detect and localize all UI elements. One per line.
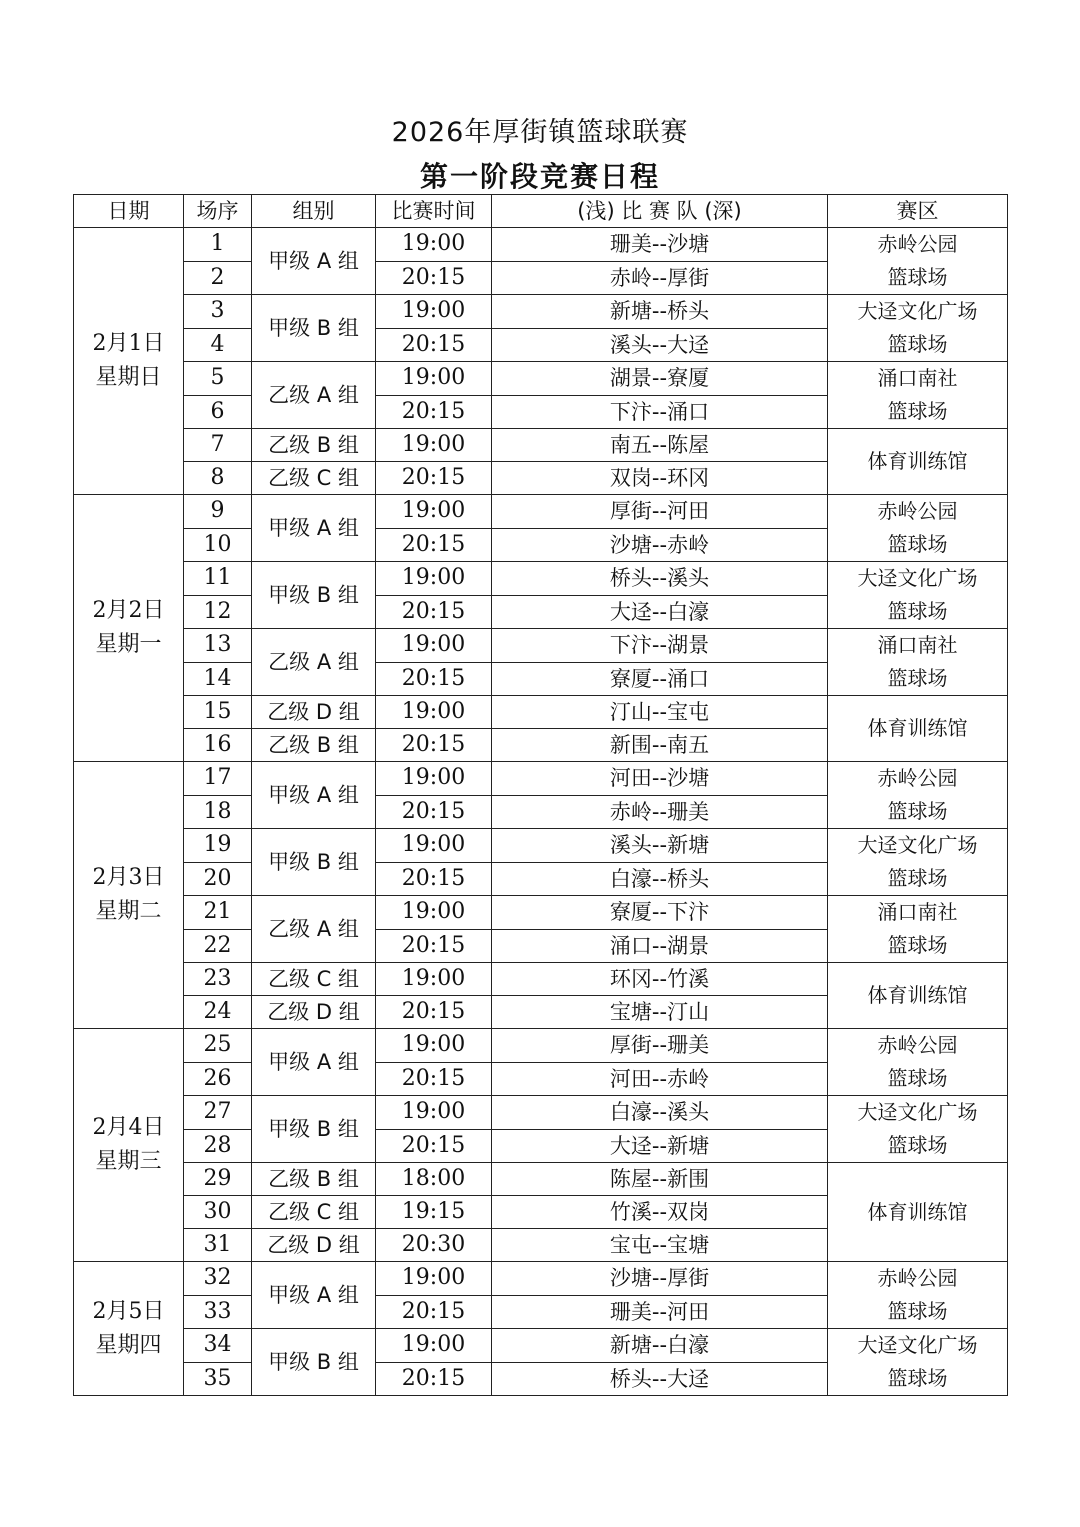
time-cell: 19:00 (376, 629, 492, 663)
match-no-cell: 10 (184, 528, 252, 562)
teams-cell: 下汴--湖景 (492, 629, 828, 663)
group-cell: 甲级 A 组 (252, 1029, 376, 1096)
group-cell: 乙级 B 组 (252, 729, 376, 762)
date-label: 2月1日 (92, 331, 165, 356)
venue-line: 篮球场 (887, 1133, 948, 1157)
teams-cell: 赤岭--珊美 (492, 795, 828, 829)
venue-line: 篮球场 (887, 599, 948, 623)
header-match-no: 场序 (184, 195, 252, 228)
group-cell: 乙级 A 组 (252, 896, 376, 963)
date-cell (74, 762, 184, 1029)
venue-cell (828, 1029, 1008, 1096)
teams-cell: 南五--陈屋 (492, 429, 828, 462)
header-time: 比赛时间 (376, 195, 492, 228)
match-no-cell: 24 (184, 996, 252, 1029)
teams-cell: 赤岭--厚街 (492, 261, 828, 295)
time-cell: 20:15 (376, 261, 492, 295)
table-row (74, 362, 1008, 396)
venue-line: 篮球场 (887, 265, 948, 289)
match-no-cell: 17 (184, 762, 252, 796)
page-title: 2026年厚街镇篮球联赛 (391, 117, 689, 148)
match-no-cell: 27 (184, 1096, 252, 1130)
date-label: 2月3日 (92, 865, 165, 890)
venue-cell (828, 495, 1008, 562)
teams-cell: 桥头--大迳 (492, 1362, 828, 1396)
time-cell: 19:00 (376, 963, 492, 996)
match-no-cell: 8 (184, 462, 252, 495)
match-no-cell: 30 (184, 1196, 252, 1229)
table-row (74, 1329, 1008, 1363)
venue-line: 赤岭公园 (877, 232, 958, 256)
teams-cell: 下汴--涌口 (492, 395, 828, 429)
teams-cell: 新塘--桥头 (492, 295, 828, 329)
group-cell: 乙级 B 组 (252, 429, 376, 462)
teams-cell: 珊美--河田 (492, 1295, 828, 1329)
group-cell: 甲级 B 组 (252, 295, 376, 362)
venue-cell (828, 1329, 1008, 1396)
venue-line: 涌口南社 (877, 900, 958, 924)
time-cell: 19:00 (376, 495, 492, 529)
group-cell: 甲级 A 组 (252, 1262, 376, 1329)
group-cell: 乙级 A 组 (252, 629, 376, 696)
group-cell: 甲级 A 组 (252, 495, 376, 562)
time-cell: 20:15 (376, 862, 492, 896)
group-cell: 乙级 C 组 (252, 462, 376, 495)
weekday-label: 星期四 (95, 1332, 162, 1358)
teams-cell: 寮厦--涌口 (492, 662, 828, 696)
weekday-label: 星期二 (95, 899, 162, 924)
time-cell: 20:15 (376, 395, 492, 429)
page-subtitle: 第一阶段竞赛日程 (419, 160, 660, 193)
venue-line: 体育训练馆 (867, 449, 968, 473)
teams-cell: 湖景--寮厦 (492, 362, 828, 396)
venue-line: 篮球场 (887, 933, 948, 957)
match-no-cell: 15 (184, 696, 252, 729)
time-cell: 20:15 (376, 662, 492, 696)
group-cell: 甲级 B 组 (252, 1329, 376, 1396)
venue-line: 涌口南社 (877, 366, 958, 390)
date-label: 2月4日 (92, 1115, 165, 1140)
teams-cell: 宝屯--宝塘 (492, 1229, 828, 1262)
table-row (74, 1163, 1008, 1196)
venue-line: 赤岭公园 (877, 499, 958, 523)
venue-cell (828, 963, 1008, 1029)
time-cell: 19:00 (376, 1096, 492, 1130)
match-no-cell: 7 (184, 429, 252, 462)
venue-line: 赤岭公园 (877, 1033, 958, 1057)
time-cell: 19:00 (376, 762, 492, 796)
weekday-label: 星期日 (95, 365, 162, 390)
venue-cell (828, 1163, 1008, 1262)
venue-cell (828, 1096, 1008, 1163)
time-cell: 20:15 (376, 328, 492, 362)
venue-line: 篮球场 (887, 1299, 948, 1323)
group-cell: 乙级 D 组 (252, 1229, 376, 1262)
time-cell: 19:00 (376, 429, 492, 462)
weekday-label: 星期三 (95, 1149, 162, 1174)
group-cell: 乙级 D 组 (252, 696, 376, 729)
time-cell: 19:00 (376, 1029, 492, 1063)
venue-cell (828, 429, 1008, 495)
table-row (74, 1029, 1008, 1063)
teams-cell: 新围--南五 (492, 729, 828, 762)
time-cell: 19:00 (376, 1329, 492, 1363)
time-cell: 20:30 (376, 1229, 492, 1262)
table-row (74, 228, 1008, 262)
group-cell: 乙级 C 组 (252, 963, 376, 996)
teams-cell: 新塘--白濠 (492, 1329, 828, 1363)
match-no-cell: 33 (184, 1295, 252, 1329)
header-venue: 赛区 (828, 195, 1008, 228)
teams-cell: 寮厦--下汴 (492, 896, 828, 930)
table-row (74, 295, 1008, 329)
header-row (74, 195, 1008, 228)
teams-cell: 珊美--沙塘 (492, 228, 828, 262)
group-cell: 乙级 A 组 (252, 362, 376, 429)
teams-cell: 厚街--珊美 (492, 1029, 828, 1063)
venue-line: 涌口南社 (877, 633, 958, 657)
schedule-table (73, 194, 1008, 1396)
header-date: 日期 (74, 195, 184, 228)
date-cell (74, 1262, 184, 1396)
time-cell: 20:15 (376, 528, 492, 562)
venue-cell (828, 562, 1008, 629)
time-cell: 19:00 (376, 1262, 492, 1296)
time-cell: 20:15 (376, 996, 492, 1029)
venue-line: 大迳文化广场 (857, 566, 978, 590)
group-cell: 甲级 B 组 (252, 562, 376, 629)
table-row (74, 896, 1008, 930)
table-row (74, 829, 1008, 863)
venue-line: 篮球场 (887, 1366, 948, 1390)
teams-cell: 陈屋--新围 (492, 1163, 828, 1196)
match-no-cell: 26 (184, 1062, 252, 1096)
match-no-cell: 21 (184, 896, 252, 930)
match-no-cell: 5 (184, 362, 252, 396)
match-no-cell: 14 (184, 662, 252, 696)
teams-cell: 沙塘--厚街 (492, 1262, 828, 1296)
time-cell: 19:00 (376, 696, 492, 729)
teams-cell: 溪头--大迳 (492, 328, 828, 362)
match-no-cell: 13 (184, 629, 252, 663)
teams-cell: 沙塘--赤岭 (492, 528, 828, 562)
venue-line: 大迳文化广场 (857, 299, 978, 323)
time-cell: 19:15 (376, 1196, 492, 1229)
time-cell: 19:00 (376, 562, 492, 596)
group-cell: 乙级 C 组 (252, 1196, 376, 1229)
date-cell (74, 495, 184, 762)
table-row (74, 1096, 1008, 1130)
group-cell: 甲级 B 组 (252, 1096, 376, 1163)
match-no-cell: 12 (184, 595, 252, 629)
match-no-cell: 23 (184, 963, 252, 996)
group-cell: 乙级 B 组 (252, 1163, 376, 1196)
match-no-cell: 4 (184, 328, 252, 362)
match-no-cell: 32 (184, 1262, 252, 1296)
group-cell: 甲级 A 组 (252, 228, 376, 295)
table-row (74, 762, 1008, 796)
time-cell: 19:00 (376, 295, 492, 329)
venue-line: 篮球场 (887, 666, 948, 690)
table-row (74, 495, 1008, 529)
venue-cell (828, 629, 1008, 696)
venue-line: 篮球场 (887, 332, 948, 356)
venue-cell (828, 228, 1008, 295)
venue-line: 赤岭公园 (877, 766, 958, 790)
time-cell: 20:15 (376, 1129, 492, 1163)
match-no-cell: 20 (184, 862, 252, 896)
time-cell: 19:00 (376, 362, 492, 396)
match-no-cell: 28 (184, 1129, 252, 1163)
time-cell: 20:15 (376, 729, 492, 762)
time-cell: 20:15 (376, 1362, 492, 1396)
time-cell: 20:15 (376, 929, 492, 963)
time-cell: 20:15 (376, 462, 492, 495)
table-row (74, 1262, 1008, 1296)
match-no-cell: 9 (184, 495, 252, 529)
match-no-cell: 34 (184, 1329, 252, 1363)
teams-cell: 涌口--湖景 (492, 929, 828, 963)
venue-line: 体育训练馆 (867, 1199, 968, 1224)
venue-line: 大迳文化广场 (857, 833, 978, 857)
venue-line: 篮球场 (887, 399, 948, 423)
teams-cell: 白濠--桥头 (492, 862, 828, 896)
table-row (74, 963, 1008, 996)
match-no-cell: 11 (184, 562, 252, 596)
header-group: 组别 (252, 195, 376, 228)
teams-cell: 白濠--溪头 (492, 1096, 828, 1130)
date-cell (74, 228, 184, 495)
table-row (74, 696, 1008, 729)
time-cell: 20:15 (376, 795, 492, 829)
venue-line: 赤岭公园 (877, 1266, 958, 1290)
match-no-cell: 25 (184, 1029, 252, 1063)
match-no-cell: 3 (184, 295, 252, 329)
teams-cell: 宝塘--汀山 (492, 996, 828, 1029)
teams-cell: 环冈--竹溪 (492, 963, 828, 996)
teams-cell: 双岗--环冈 (492, 462, 828, 495)
venue-cell (828, 1262, 1008, 1329)
time-cell: 20:15 (376, 595, 492, 629)
venue-line: 篮球场 (887, 866, 948, 890)
time-cell: 19:00 (376, 829, 492, 863)
table-row (74, 629, 1008, 663)
date-label: 2月2日 (92, 598, 165, 623)
time-cell: 18:00 (376, 1163, 492, 1196)
date-label: 2月5日 (92, 1298, 165, 1324)
match-no-cell: 2 (184, 261, 252, 295)
venue-line: 大迳文化广场 (857, 1333, 978, 1357)
match-no-cell: 31 (184, 1229, 252, 1262)
venue-line: 篮球场 (887, 532, 948, 556)
group-cell: 甲级 B 组 (252, 829, 376, 896)
match-no-cell: 35 (184, 1362, 252, 1396)
match-no-cell: 1 (184, 228, 252, 262)
time-cell: 19:00 (376, 896, 492, 930)
time-cell: 20:15 (376, 1062, 492, 1096)
match-no-cell: 29 (184, 1163, 252, 1196)
match-no-cell: 22 (184, 929, 252, 963)
venue-line: 大迳文化广场 (857, 1100, 978, 1124)
venue-line: 体育训练馆 (867, 716, 968, 740)
venue-line: 篮球场 (887, 1066, 948, 1090)
header-teams: (浅) 比 赛 队 (深) (492, 195, 828, 228)
venue-line: 篮球场 (887, 799, 948, 823)
venue-cell (828, 829, 1008, 896)
match-no-cell: 19 (184, 829, 252, 863)
venue-line: 体育训练馆 (867, 983, 968, 1007)
venue-cell (828, 362, 1008, 429)
time-cell: 19:00 (376, 228, 492, 262)
teams-cell: 大迳--新塘 (492, 1129, 828, 1163)
venue-cell (828, 696, 1008, 762)
venue-cell (828, 762, 1008, 829)
group-cell: 乙级 D 组 (252, 996, 376, 1029)
venue-cell (828, 295, 1008, 362)
table-row (74, 429, 1008, 462)
teams-cell: 河田--赤岭 (492, 1062, 828, 1096)
time-cell: 20:15 (376, 1295, 492, 1329)
schedule-body (74, 228, 1008, 1396)
teams-cell: 桥头--溪头 (492, 562, 828, 596)
group-cell: 甲级 A 组 (252, 762, 376, 829)
weekday-label: 星期一 (95, 632, 162, 657)
match-no-cell: 6 (184, 395, 252, 429)
teams-cell: 河田--沙塘 (492, 762, 828, 796)
match-no-cell: 16 (184, 729, 252, 762)
teams-cell: 厚街--河田 (492, 495, 828, 529)
teams-cell: 大迳--白濠 (492, 595, 828, 629)
venue-cell (828, 896, 1008, 963)
match-no-cell: 18 (184, 795, 252, 829)
teams-cell: 溪头--新塘 (492, 829, 828, 863)
table-row (74, 562, 1008, 596)
teams-cell: 竹溪--双岗 (492, 1196, 828, 1229)
teams-cell: 汀山--宝屯 (492, 696, 828, 729)
date-cell (74, 1029, 184, 1262)
